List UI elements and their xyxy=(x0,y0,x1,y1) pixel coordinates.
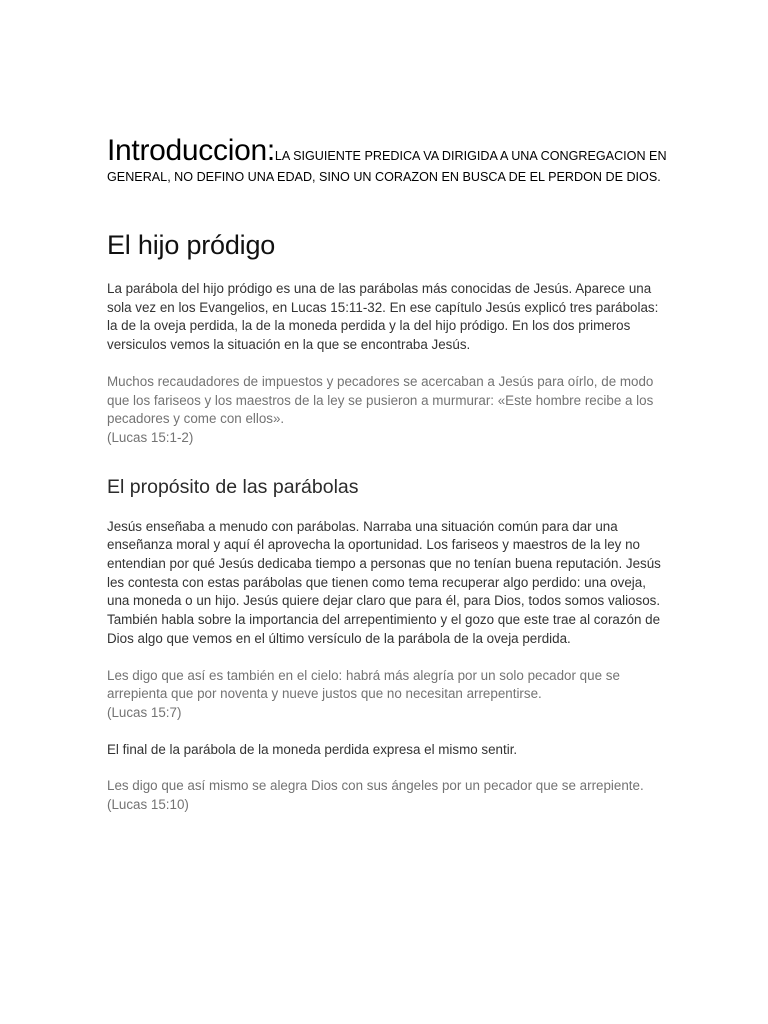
bible-quote-3-reference: (Lucas 15:10) xyxy=(107,797,189,813)
page-title: El hijo pródigo xyxy=(107,230,276,260)
bible-quote-2 xyxy=(107,667,667,723)
introduction xyxy=(107,136,667,188)
bible-quote-3-text: Les digo que así mismo se alegra Dios con sus ángeles por un pecador que se arrepiente. xyxy=(107,778,644,794)
document-content xyxy=(107,136,667,815)
bible-quote-1 xyxy=(107,373,667,448)
bible-quote-1-text: Muchos recaudadores de impuestos y pecadores se acercaban a Jesús para oírlo, de modo que los fariseos y los maestros de la ley se pusieron a murmurar: «Este hombre recibe a los pecadores y come con ellos». xyxy=(107,373,654,427)
paragraph-coin: El final de la parábola de la moneda perdida expresa el mismo sentir. xyxy=(107,741,518,757)
introduction-text: LA SIGUIENTE PREDICA VA DIRIGIDA A UNA CONGREGACION EN GENERAL, NO DEFINO UNA EDAD, SINO UN CORAZON EN BUSCA DE EL PERDON DE DIOS. xyxy=(107,149,667,184)
introduction-title: Introduccion: xyxy=(107,134,275,167)
bible-quote-3 xyxy=(107,777,667,814)
bible-quote-2-reference: (Lucas 15:7) xyxy=(107,704,182,720)
bible-quote-2-text: Les digo que así es también en el cielo: habrá más alegría por un solo pecador que se arrepienta que por noventa y nueve justos que no necesitan arrepentirse. xyxy=(107,667,620,702)
section-title: El propósito de las parábolas xyxy=(107,475,359,498)
paragraph-purpose: Jesús enseñaba a menudo con parábolas. Narraba una situación común para dar una enseñanza moral y aquí él aprovecha la oportunidad. Los fariseos y maestros de la ley no entendian por qué Jesús dedicaba tiempo a personas que no tenían buena reputación. Jesús les contesta con estas parábolas que tienen como tema recuperar algo perdido: una oveja, una moneda o un hijo. Jesús quiere dejar claro que para él, para Dios, todos somos valiosos. También habla sobre la importancia del arrepentimiento y el gozo que este trae al corazón de Dios algo que vemos en el último versículo de la parábola de la oveja perdida. xyxy=(107,518,661,646)
bible-quote-1-reference: (Lucas 15:1-2) xyxy=(107,429,194,445)
paragraph-intro: La parábola del hijo pródigo es una de las parábolas más conocidas de Jesús. Aparece una sola vez en los Evangelios, en Lucas 15:11-32. En ese capítulo Jesús explicó tres parábolas: la de la oveja perdida, la de la moneda perdida y la del hijo pródigo. En los dos primeros versiculos vemos la situación en la que se encontraba Jesús. xyxy=(107,281,659,353)
